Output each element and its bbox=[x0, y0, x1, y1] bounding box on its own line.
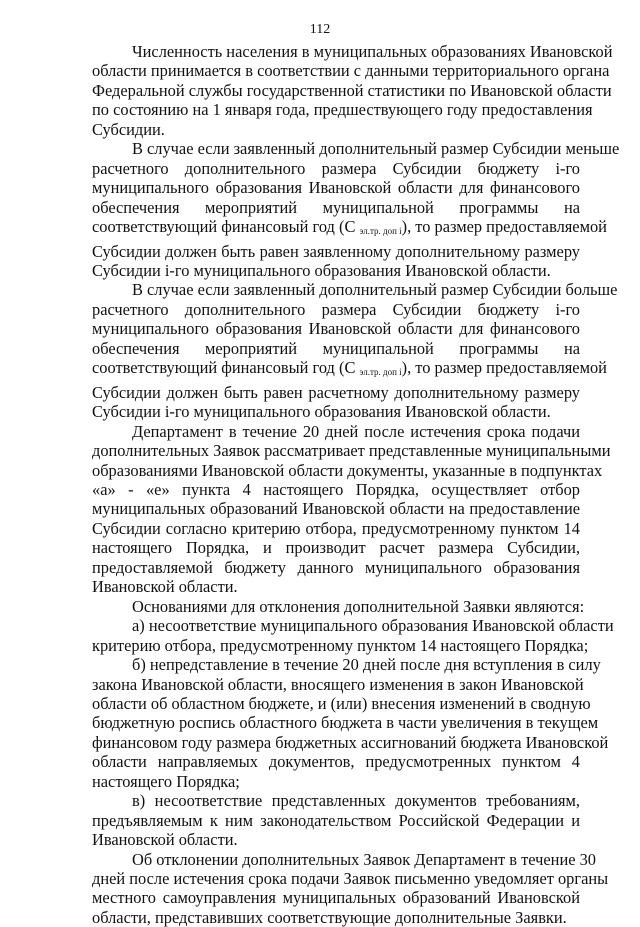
text-line: «а» - «е» пункта 4 настоящего Порядка, осуществляет отбор bbox=[92, 479, 580, 499]
text-line: дополнительных Заявок рассматривает представленные муниципальными bbox=[92, 441, 611, 461]
formula-line bbox=[92, 358, 607, 382]
paragraph-department-review bbox=[92, 421, 611, 597]
text-line: Ивановской области. bbox=[92, 577, 238, 597]
text-line: финансовом году размера бюджетных ассигнований бюджета Ивановской bbox=[92, 732, 609, 752]
formula-subscript: эл.тр. доп i bbox=[359, 367, 402, 378]
text-line: критерию отбора, предусмотренному пунктом 14 настоящего Порядка; bbox=[92, 635, 589, 655]
text-line: Об отклонении дополнительных Заявок Департамент в течение 30 bbox=[132, 849, 596, 869]
text-line: образованиями Ивановской области документы, указанные в подпунктах bbox=[92, 460, 603, 480]
text-line: Субсидии i-го муниципального образования Ивановской области. bbox=[92, 402, 551, 422]
text-line: Субсидии должен быть равен расчетному дополнительному размеру bbox=[92, 382, 580, 402]
text-line: предъявляемым к ним законодательством Российской Федерации и bbox=[92, 810, 580, 830]
text-line: дней после истечения срока подачи Заявок письменно уведомляет органы bbox=[92, 869, 609, 889]
text-line: закона Ивановской области, вносящего изменения в закон Ивановской bbox=[92, 674, 584, 694]
text-line: расчетного дополнительного размера Субсидии бюджету i-го bbox=[92, 158, 580, 178]
formula-line bbox=[92, 217, 607, 241]
paragraph-case-more bbox=[92, 280, 618, 422]
text-line: области направляемых документов, предусмотренных пунктом 4 bbox=[92, 752, 580, 772]
text-line: В случае если заявленный дополнительный размер Субсидии больше bbox=[132, 280, 618, 300]
document-body bbox=[92, 42, 620, 927]
page-number: 112 bbox=[309, 22, 331, 37]
text-line: Основаниями для отклонения дополнительной Заявки являются: bbox=[132, 596, 585, 616]
text-line: Федеральной службы государственной статистики по Ивановской области bbox=[92, 80, 612, 100]
text-line: Субсидии i-го муниципального образования Ивановской области. bbox=[92, 260, 551, 280]
text-line: бюджетную роспись областного бюджета в части увеличения в текущем bbox=[92, 713, 599, 733]
text-line: Департамент в течение 20 дней после истечения срока подачи bbox=[132, 421, 580, 441]
paragraph-grounds-title bbox=[92, 596, 585, 616]
text-line: обеспечения мероприятий муниципальной программы на bbox=[92, 338, 580, 358]
paragraph-ground-a bbox=[92, 616, 614, 655]
text-line: в) несоответствие представленных документов требованиям, bbox=[132, 791, 580, 811]
text-line: области принимается в соответствии с данными территориального органа bbox=[92, 61, 610, 81]
text-line: муниципального образования Ивановской области для финансового bbox=[92, 178, 580, 198]
text-line: расчетного дополнительного размера Субсидии бюджету i-го bbox=[92, 299, 580, 319]
text-line: Субсидии должен быть равен заявленному дополнительному размеру bbox=[92, 241, 580, 261]
text-line: Субсидии. bbox=[92, 119, 165, 139]
text-line: настоящего Порядка; bbox=[92, 771, 240, 791]
text-line: Ивановской области. bbox=[92, 830, 238, 850]
text-line: В случае если заявленный дополнительный размер Субсидии меньше bbox=[132, 139, 620, 159]
text-line: настоящего Порядка, и производит расчет размера Субсидии, bbox=[92, 538, 580, 558]
formula-tail: ), то размер предоставляемой bbox=[401, 358, 607, 378]
text-line: муниципальных образований Ивановской области на предоставление bbox=[92, 499, 580, 519]
formula-text: соответствующий финансовый год (С bbox=[92, 217, 356, 237]
text-line: Субсидии согласно критерию отбора, предусмотренному пунктом 14 bbox=[92, 518, 580, 538]
text-line: муниципального образования Ивановской области для финансового bbox=[92, 319, 580, 339]
text-line: области об областном бюджете, и (или) внесения изменений в сводную bbox=[92, 693, 591, 713]
text-line: области, представивших соответствующие дополнительные Заявки. bbox=[92, 907, 567, 927]
formula-subscript: эл.тр. доп i bbox=[359, 226, 402, 237]
text-line: обеспечения мероприятий муниципальной программы на bbox=[92, 197, 580, 217]
paragraph-ground-b bbox=[92, 655, 609, 791]
formula-text: соответствующий финансовый год (С bbox=[92, 358, 356, 378]
text-line: а) несоответствие муниципального образования Ивановской области bbox=[132, 616, 614, 636]
formula-tail: ), то размер предоставляемой bbox=[401, 217, 607, 237]
text-line: Численность населения в муниципальных образованиях Ивановской bbox=[132, 42, 613, 61]
paragraph-ground-c bbox=[92, 791, 580, 849]
text-line: предоставляемой бюджету данного муниципального образования bbox=[92, 557, 580, 577]
paragraph-population bbox=[92, 42, 613, 139]
paragraph-case-less bbox=[92, 139, 620, 280]
text-line: по состоянию на 1 января года, предшествующего году предоставления bbox=[92, 100, 593, 120]
text-line: б) непредставление в течение 20 дней после дня вступления в силу bbox=[132, 655, 601, 675]
text-line: местного самоуправления муниципальных образований Ивановской bbox=[92, 888, 580, 908]
paragraph-rejection-notice bbox=[92, 849, 609, 927]
